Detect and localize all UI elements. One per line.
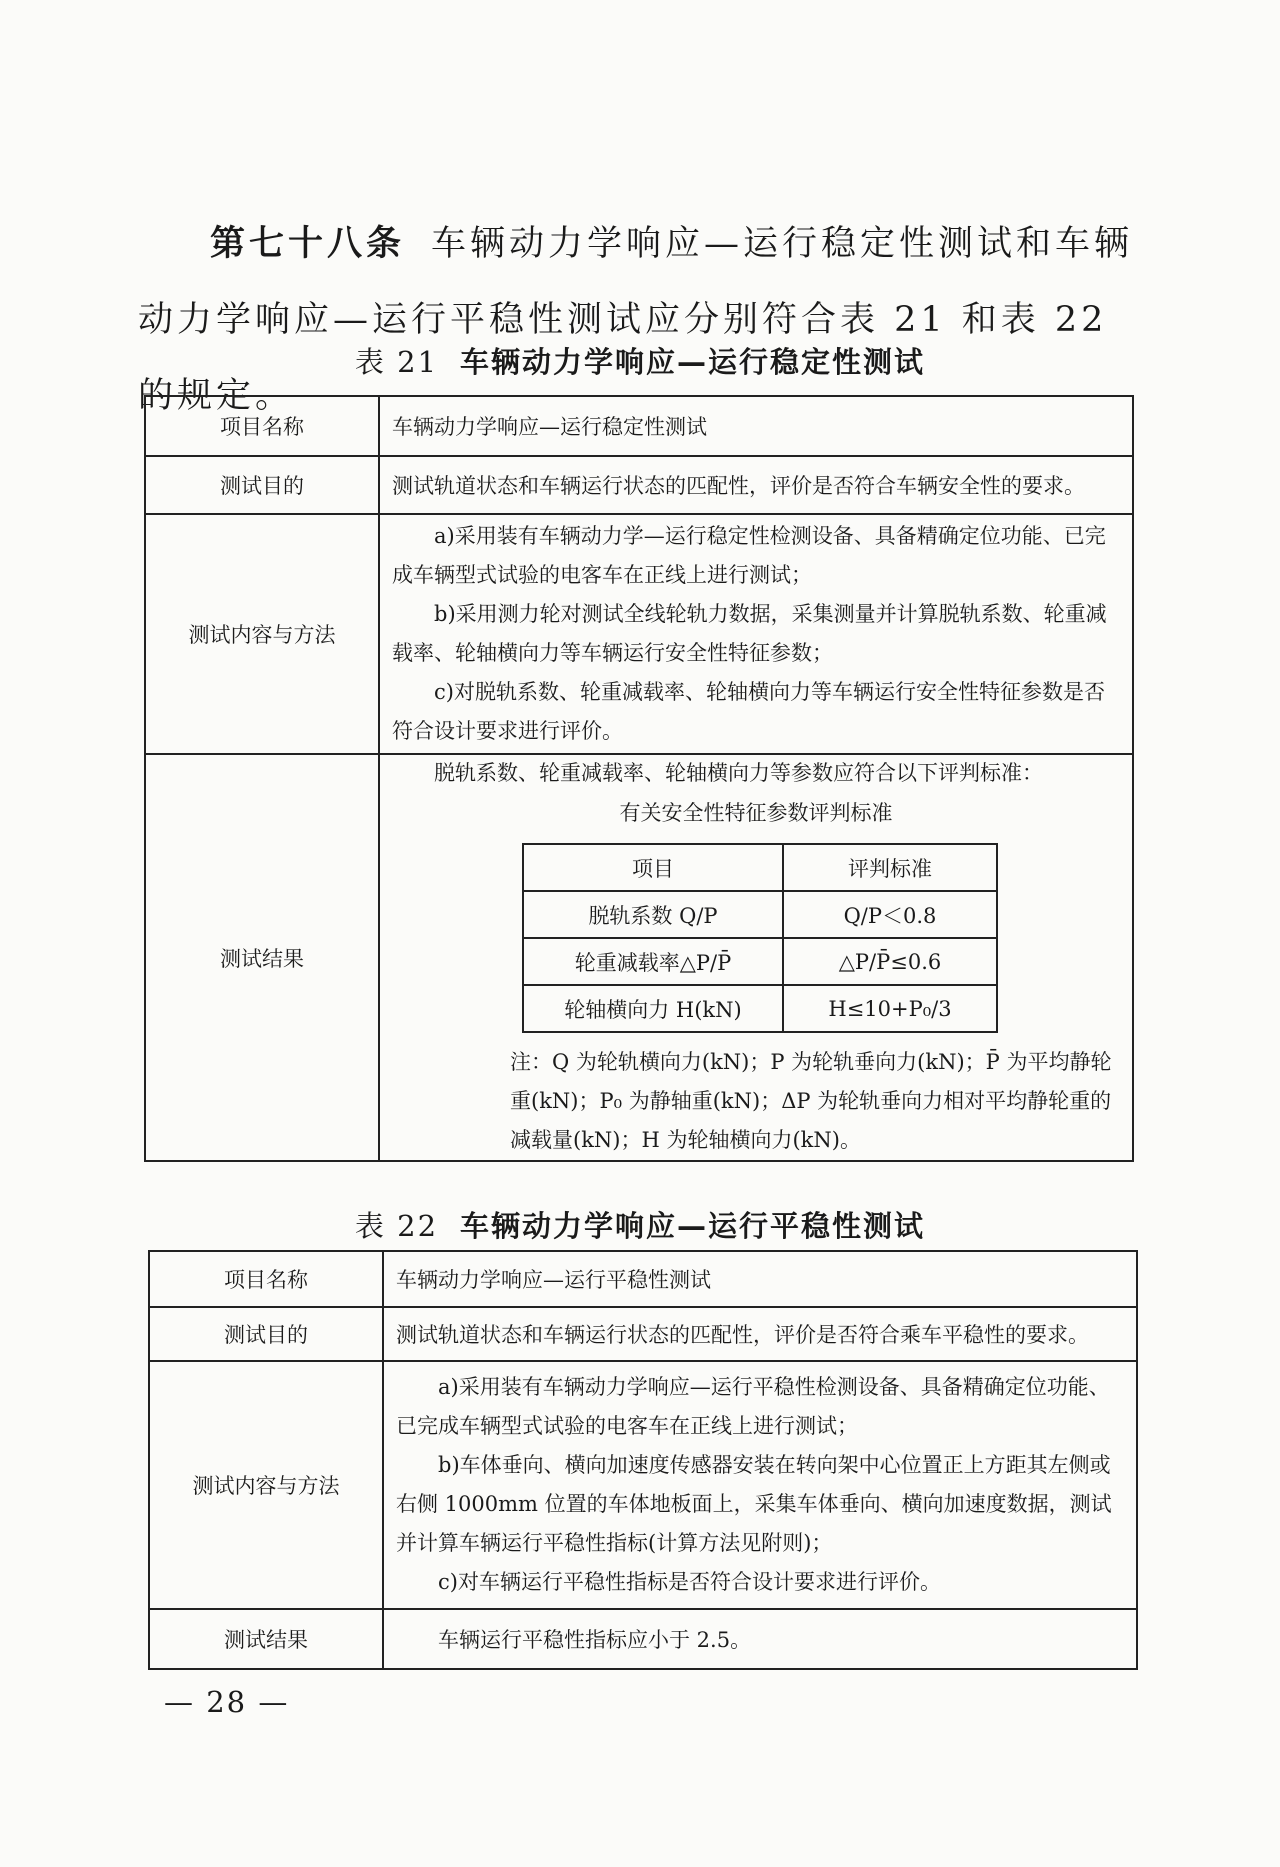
subtable-cell-lateral-item: 轮轴横向力 H(kN) (523, 985, 783, 1032)
t22-name-value: 车辆动力学响应—运行平稳性测试 (383, 1251, 1137, 1307)
t22-purpose-label: 测试目的 (149, 1307, 383, 1361)
t22-method-label: 测试内容与方法 (149, 1361, 383, 1609)
subtable-cell-unload-item: 轮重减载率△P/P̄ (523, 938, 783, 985)
table-22 (148, 1250, 1138, 1670)
t21-subtable-caption: 有关安全性特征参数评判标准 (619, 801, 893, 825)
t22-name-label: 项目名称 (149, 1251, 383, 1307)
table-22-title: 车辆动力学响应—运行平稳性测试 (460, 1209, 926, 1243)
t21-method-item-b: b)采用测力轮对测试全线轮轨力数据，采集测量并计算脱轨系数、轮重减载率、轮轴横向力等车辆运行安全性特征参数； (392, 602, 1107, 665)
subtable-cell-lateral-criterion: H≤10+P₀/3 (783, 985, 997, 1032)
t21-name-value: 车辆动力学响应—运行稳定性测试 (379, 396, 1133, 456)
article-heading: 第七十八条 (210, 224, 406, 264)
subtable-cell-derail-criterion: Q/P＜0.8 (783, 891, 997, 938)
t21-purpose-value: 测试轨道状态和车辆运行状态的匹配性，评价是否符合车辆安全性的要求。 (379, 456, 1133, 514)
t21-name-label: 项目名称 (145, 396, 379, 456)
t22-result-label: 测试结果 (149, 1609, 383, 1669)
t22-method-item-b: b)车体垂向、横向加速度传感器安装在转向架中心位置正上方距其左侧或右侧 1000mm 位置的车体地板面上，采集车体垂向、横向加速度数据，测试并计算车辆运行平稳性指标(计算方法见附则)； (396, 1453, 1112, 1555)
table-21-number: 表 21 (354, 345, 439, 379)
t22-method-value (383, 1361, 1137, 1609)
t21-method-item-a: a)采用装有车辆动力学—运行稳定性检测设备、具备精确定位功能、已完成车辆型式试验的电客车在正线上进行测试； (392, 524, 1106, 587)
table-22-number: 表 22 (354, 1209, 439, 1243)
t21-subtable (522, 843, 998, 1033)
t21-result-label: 测试结果 (145, 754, 379, 1161)
t21-result-intro: 脱轨系数、轮重减载率、轮轴横向力等参数应符合以下评判标准： (434, 761, 1043, 785)
table-21-title: 车辆动力学响应—运行稳定性测试 (460, 345, 926, 379)
table-21-caption (0, 340, 1280, 381)
t22-method-item-a: a)采用装有车辆动力学响应—运行平稳性检测设备、具备精确定位功能、已完成车辆型式试验的电客车在正线上进行测试； (396, 1375, 1110, 1438)
t21-method-value (379, 514, 1133, 754)
subtable-cell-unload-criterion: △P/P̄≤0.6 (783, 938, 997, 985)
subtable-header-item: 项目 (523, 844, 783, 891)
t21-method-item-c: c)对脱轨系数、轮重减载率、轮轴横向力等车辆运行安全性特征参数是否符合设计要求进行评价。 (392, 680, 1105, 743)
t21-method-label: 测试内容与方法 (145, 514, 379, 754)
subtable-header-criterion: 评判标准 (783, 844, 997, 891)
t22-method-item-c: c)对车辆运行平稳性指标是否符合设计要求进行评价。 (438, 1570, 941, 1594)
article-text: 车辆动力学响应—运行稳定性测试和车辆动力学响应—运行平稳性测试应分别符合表 21 和表 22 的规定。 (138, 224, 1134, 416)
t22-result-value: 车辆运行平稳性指标应小于 2.5。 (383, 1609, 1137, 1669)
t21-purpose-label: 测试目的 (145, 456, 379, 514)
t22-purpose-value: 测试轨道状态和车辆运行状态的匹配性，评价是否符合乘车平稳性的要求。 (383, 1307, 1137, 1361)
page-number: — 28 — (164, 1685, 290, 1719)
subtable-cell-derail-item: 脱轨系数 Q/P (523, 891, 783, 938)
table-22-caption (0, 1204, 1280, 1245)
table-21 (144, 395, 1134, 1162)
t21-result-value (379, 754, 1133, 1161)
t21-note: 注：Q 为轮轨横向力(kN)；P 为轮轨垂向力(kN)；P̄ 为平均静轮重(kN)；P₀ 为静轴重(kN)；ΔP 为轮轨垂向力相对平均静轮重的减载量(kN)；H 为轮轴横向力(kN)。 (510, 1050, 1112, 1152)
